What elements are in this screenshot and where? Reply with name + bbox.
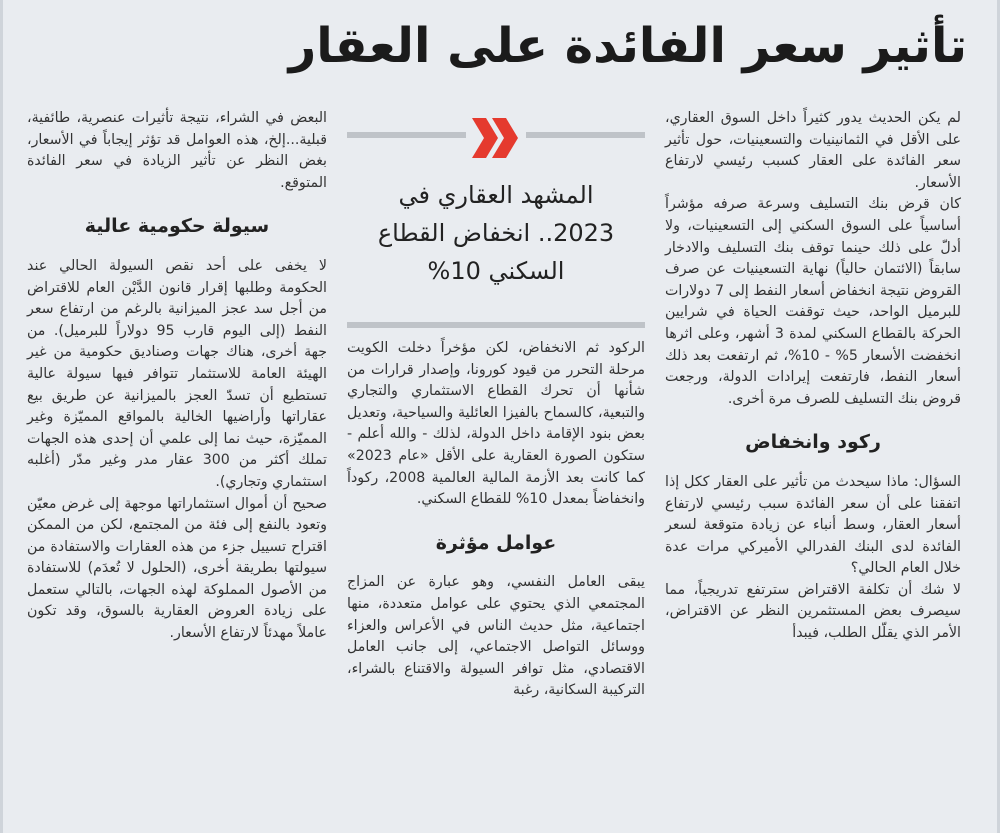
divider — [347, 322, 645, 328]
column-right — [665, 108, 961, 825]
subheading-liquidity: سيولة حكومية عالية — [84, 215, 270, 238]
paragraph: الركود ثم الانخفاض، لكن مؤخراً دخلت الكويت مرحلة التحرر من قيود كورونا، وإصدار قرارات من شأنها أن تحرك القطاع الاستثماري والتجاري والتبعية، كالسماح بالفيزا العائلية والسياحية، وتعديل بعض بنود الإقامة داخل الدولة، لذلك - والله أعلم - ستكون الصورة العقارية على الأقل «عام 2023» كما كانت بعد الأزمة المالية العالمية 2008، ركوداً وانخفاضاً بمعدل 10% للقطاع السكني. — [347, 340, 645, 508]
headline: تأثير سعر الفائدة على العقار — [288, 18, 967, 74]
column-left — [27, 108, 327, 825]
pull-quote-box — [347, 108, 645, 328]
column-middle — [347, 108, 645, 825]
paragraph: البعض في الشراء، نتيجة تأثيرات عنصرية، طائفية، قبلية...إلخ، هذه العوامل قد تؤثر إيجاباً في الأسعار، بغض النظر عن تأثير الزيادة في سعر الفائدة المتوقع. — [27, 110, 327, 191]
paragraph: لا يخفى على أحد نقص السيولة الحالي عند الحكومة وطلبها إقرار قانون الدَّيْن العام للاقتراض من أجل سد عجز الميزانية بالرغم من ارتفاع سعر النفط (إلى اليوم قارب 95 دولاراً للبرميل). من جهة أخرى، هناك جهات وصناديق حكومية من غير الهيئة العامة للاستثمار تتوافر فيها سيولة عالية تستطيع أن تسدّ العجز بالميزانية عن طريق بيع عقاراتها وأراضيها الخالية بالمواقع المميّزة وغير المميّزة، حيث نما إلى علمي أن إحدى هذه الجهات تملك أكثر من 300 عقار مدر وغير مدّر (أغلبه استثماري وتجاري). — [27, 257, 328, 490]
subheading-factors: عوامل مؤثرة — [435, 531, 557, 554]
pull-quote: المشهد العقاري في 2023.. انخفاض القطاع السكني 10% — [377, 181, 615, 285]
double-chevron-icon — [466, 114, 526, 162]
paragraph: لم يكن الحديث يدور كثيراً داخل السوق العقاري، على الأقل في الثمانينيات والتسعينيات، حول تأثير سعر الفائدة على العقار كسبب رئيسي لارتفاع الأسعار. — [665, 110, 961, 191]
subheading-recession: ركود وانخفاض — [745, 431, 881, 454]
paragraph: السؤال: ماذا سيحدث من تأثير على العقار ككل إذا اتفقنا على أن سعر الفائدة سبب رئيسي لارتفاع أسعار العقار، وسط أنباء عن زيادة متوقعة لسعر الفائدة لدى البنك الفدرالي الأميركي مرات عدة خلال العام الحالي؟ — [665, 473, 961, 577]
paragraph: لا شك أن تكلفة الاقتراض سترتفع تدريجياً، مما سيصرف بعض المستثمرين النظر عن الاقتراض، الأمر الذي يقلّل الطلب، فيبدأ — [665, 581, 961, 642]
paragraph: يبقى العامل النفسي، وهو عبارة عن المزاج المجتمعي الذي يحتوي على عوامل متعددة، منها اجتماعية، مثل حديث الناس في الأعراس والعزاء ووسائل التواصل الاجتماعي، إلى جانب العامل الاقتصادي، مثل توافر السيولة والاقتناع بالشراء، التركيبة السكانية، رغبة — [347, 574, 645, 699]
paragraph: صحيح أن أموال استثماراتها موجهة إلى غرض معيّن وتعود بالنفع إلى فئة من المجتمع، لكن من الممكن اقتراح تسييل جزء من هذه العقارات والاستفادة من سيولتها بطريقة أخرى، (الحلول لا تُعدَم) للاستفادة من الأصول المملوكة لهذه الجهات، بالتالي ستعمل على زيادة العروض العقارية بالسوق، وقد تكون عاملاً مهدئاً لارتفاع الأسعار. — [27, 495, 327, 642]
paragraph: كان قرض بنك التسليف وسرعة صرفه مؤشراً أساسياً على السوق السكني إلى التسعينيات، ولا أدلّ على ذلك حينما توقف بنك التسليف والادخار سابقاً (الائتمان حالياً) نهاية التسعينيات عن صرف القروض نتيجة انخفاض أسعار النفط إلى 7 دولارات للبرميل الواحد، حيث توقفت الحياة في شرايين الحركة بالقطاع السكني لمدة 3 أشهر، وعلى اثرها انخفضت الأسعار 5% - 10%، ثم ارتفعت بعد ذلك أسعار النفط، فارتفعت إيرادات الدولة، ورجعت قروض بنك التسليف للصرف مرة أخرى. — [665, 196, 962, 407]
